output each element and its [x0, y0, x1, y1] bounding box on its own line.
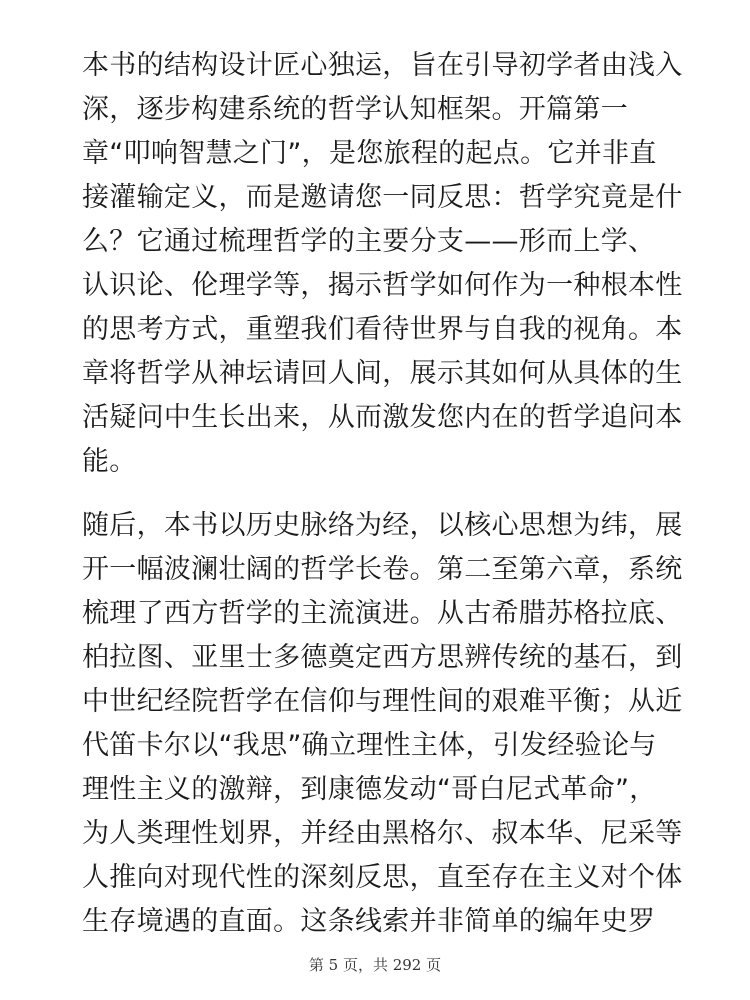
- text-line: 认识论、伦理学等，揭示哲学如何作为一种根本性: [82, 270, 683, 301]
- paragraph-gap: [82, 484, 682, 504]
- text-line: 开一幅波澜壮阔的哲学长卷。第二至第六章，系统: [82, 554, 683, 585]
- text-line: 为人类理性划界，并经由黑格尔、叔本华、尼采等: [82, 818, 683, 849]
- text-line: 中世纪经院哲学在信仰与理性间的艰难平衡；从近: [82, 686, 683, 717]
- page-number-footer: 第 5 页，共 292 页: [308, 956, 442, 974]
- text-line: 人推向对现代性的深刻反思，直至存在主义对个体: [82, 862, 683, 893]
- text-line: 么？它通过梳理哲学的主要分支——形而上学、: [82, 226, 656, 257]
- text-line: 活疑问中生长出来，从而激发您内在的哲学追问本: [82, 402, 683, 433]
- text-line: 本书的结构设计匠心独运，旨在引导初学者由浅入: [82, 50, 683, 81]
- text-line: 梳理了西方哲学的主流演进。从古希腊苏格拉底、: [82, 598, 683, 629]
- text-line: 代笛卡尔以“我思”确立理性主体，引发经验论与: [82, 730, 657, 761]
- text-line: 柏拉图、亚里士多德奠定西方思辨传统的基石，到: [82, 642, 683, 673]
- text-line: 深，逐步构建系统的哲学认知框架。开篇第一: [82, 94, 628, 125]
- text-line: 接灌输定义，而是邀请您一同反思：哲学究竟是什: [82, 182, 683, 213]
- text-line: 的思考方式，重塑我们看待世界与自我的视角。本: [82, 314, 683, 345]
- text-line: 随后，本书以历史脉络为经，以核心思想为纬，展: [82, 510, 683, 541]
- text-line: 章“叩响智慧之门”，是您旅程的起点。它并非直: [82, 138, 657, 169]
- text-line: 能。: [82, 446, 137, 477]
- text-line: 章将哲学从神坛请回人间，展示其如何从具体的生: [82, 358, 683, 389]
- text-line: 生存境遇的直面。这条线索并非简单的编年史罗: [82, 906, 656, 937]
- page-body: [82, 44, 682, 944]
- paragraph-2: [82, 504, 682, 944]
- text-line: 理性主义的激辩，到康德发动“哥白尼式革命”，: [82, 774, 657, 805]
- paragraph-1: [82, 44, 682, 484]
